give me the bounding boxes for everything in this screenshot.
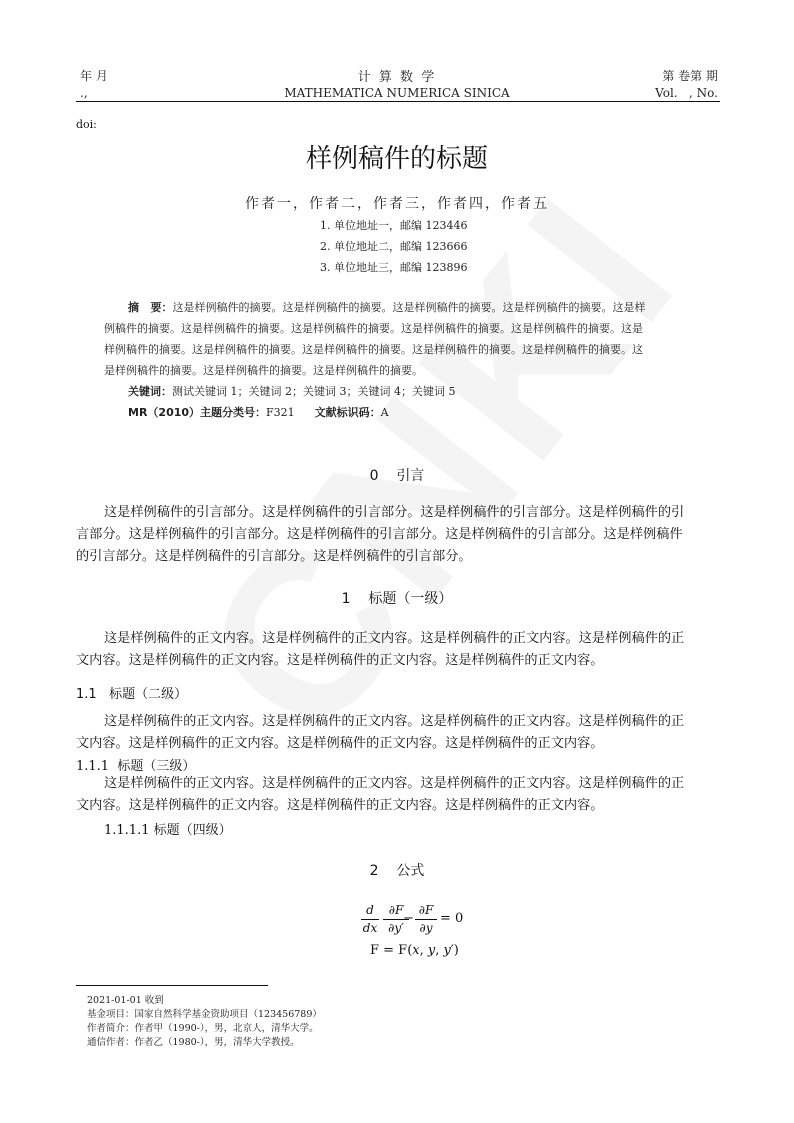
affiliation-1: 1. 单位地址一，邮编 123446 [320, 219, 468, 232]
equation-2: F = F(𝑥, 𝑦, 𝑦′) [370, 943, 459, 958]
paragraph-heading-1-1-1-1: 1.1.1.1 标题（四级） [104, 823, 232, 838]
paragraph-line: 言部分。这是样例稿件的引言部分。这是样例稿件的引言部分。这是样例稿件的引言部分。这是样例稿件 [76, 527, 683, 542]
affiliation-3: 3. 单位地址三，邮编 123896 [320, 261, 468, 274]
header-rule [76, 101, 720, 102]
footnote-rule [76, 985, 268, 986]
author-list: 作者一，作者二，作者三，作者四，作者五 [245, 196, 549, 212]
paragraph-line: 这是样例稿件的正文内容。这是样例稿件的正文内容。这是样例稿件的正文内容。这是样例稿件的正 [104, 776, 685, 791]
doi-label: doi: [76, 118, 97, 131]
fraction-3-numerator: ∂F [418, 903, 434, 917]
keywords-label: 关键词： [128, 385, 172, 398]
subsubsection-1-1-1-paragraph [76, 773, 720, 817]
fraction-3-denominator: ∂y [419, 921, 433, 935]
doc-code-label: 文献标识码： [314, 406, 381, 419]
journal-name-en: MATHEMATICA NUMERICA SINICA [284, 86, 510, 100]
paragraph-line: 文内容。这是样例稿件的正文内容。这是样例稿件的正文内容。这是样例稿件的正文内容。 [76, 653, 604, 668]
section-heading-2: 2 公式 [369, 863, 425, 879]
classification [104, 402, 694, 423]
fraction-1-numerator: d [366, 903, 374, 917]
doc-code-value: A [380, 406, 389, 419]
fraction-1-denominator: dx [362, 921, 378, 935]
paper-title: 样例稿件的标题 [305, 144, 488, 174]
footnote-funding: 基金项目：国家自然科学基金资助项目（123456789） [87, 1009, 322, 1020]
affiliation-2: 2. 单位地址二，邮编 123666 [320, 240, 468, 253]
minus-sign: − [403, 911, 414, 926]
keywords: 关键词：测试关键词 1；关键词 2；关键词 3；关键词 4；关键词 5 [128, 385, 456, 398]
header-date: 年 月 [80, 69, 108, 83]
journal-name-cn: 计 算 数 学 [357, 70, 437, 85]
abstract-line: 样例稿件的摘要。这是样例稿件的摘要。这是样例稿件的摘要。这是样例稿件的摘要。这是样例稿件的摘要。这 [104, 343, 643, 356]
section-1-paragraph [76, 628, 720, 672]
header-volume-en: Vol. , No. [655, 86, 718, 100]
fraction-2-denominator: ∂y′ [388, 921, 404, 935]
paragraph-line: 这是样例稿件的正文内容。这是样例稿件的正文内容。这是样例稿件的正文内容。这是样例稿件的正 [104, 631, 685, 646]
section-0-paragraph [76, 502, 720, 568]
subsubsection-heading-1-1-1: 1.1.1 标题（三级） [76, 759, 196, 774]
header-volume-cn: 第 卷第 期 [662, 69, 718, 83]
paragraph-line: 文内容。这是样例稿件的正文内容。这是样例稿件的正文内容。这是样例稿件的正文内容。 [76, 736, 604, 751]
footnote-corresponding-author: 通信作者：作者乙（1980-），男，清华大学教授。 [87, 1037, 300, 1048]
abstract-line: 摘 要：这是样例稿件的摘要。这是样例稿件的摘要。这是样例稿件的摘要。这是样例稿件的摘要。这是样 [128, 301, 646, 314]
paragraph-line: 这是样例稿件的引言部分。这是样例稿件的引言部分。这是样例稿件的引言部分。这是样例稿件的引 [104, 505, 685, 520]
mr-value: F321 [266, 406, 295, 419]
section-heading-0: 0 引言 [369, 468, 425, 484]
header-citation: ., [80, 86, 88, 100]
abstract-line: 是样例稿件的摘要。这是样例稿件的摘要。这是样例稿件的摘要。 [104, 364, 423, 377]
section-heading-1: 1 标题（一级） [341, 591, 453, 607]
subsection-1-1-paragraph [76, 711, 720, 755]
abstract-label: 摘 要： [128, 301, 173, 314]
paragraph-line: 文内容。这是样例稿件的正文内容。这是样例稿件的正文内容。这是样例稿件的正文内容。 [76, 798, 604, 813]
subsection-heading-1-1: 1.1 标题（二级） [76, 687, 188, 702]
paragraph-line: 的引言部分。这是样例稿件的引言部分。这是样例稿件的引言部分。 [76, 549, 472, 564]
paragraph-line: 这是样例稿件的正文内容。这是样例稿件的正文内容。这是样例稿件的正文内容。这是样例稿件的正 [104, 714, 685, 729]
fraction-2-numerator: ∂F [388, 903, 404, 917]
equation-1-rhs: = 0 [440, 911, 464, 926]
footnote-author-bio: 作者简介：作者甲（1990-），男，北京人，清华大学。 [87, 1023, 319, 1034]
abstract-line: 例稿件的摘要。这是样例稿件的摘要。这是样例稿件的摘要。这是样例稿件的摘要。这是样例稿件的摘要。这是 [104, 322, 643, 335]
footnote-received: 2021-01-01 收到 [87, 995, 164, 1006]
abstract [104, 297, 694, 423]
mr-label: MR（2010）主题分类号： [128, 406, 267, 419]
